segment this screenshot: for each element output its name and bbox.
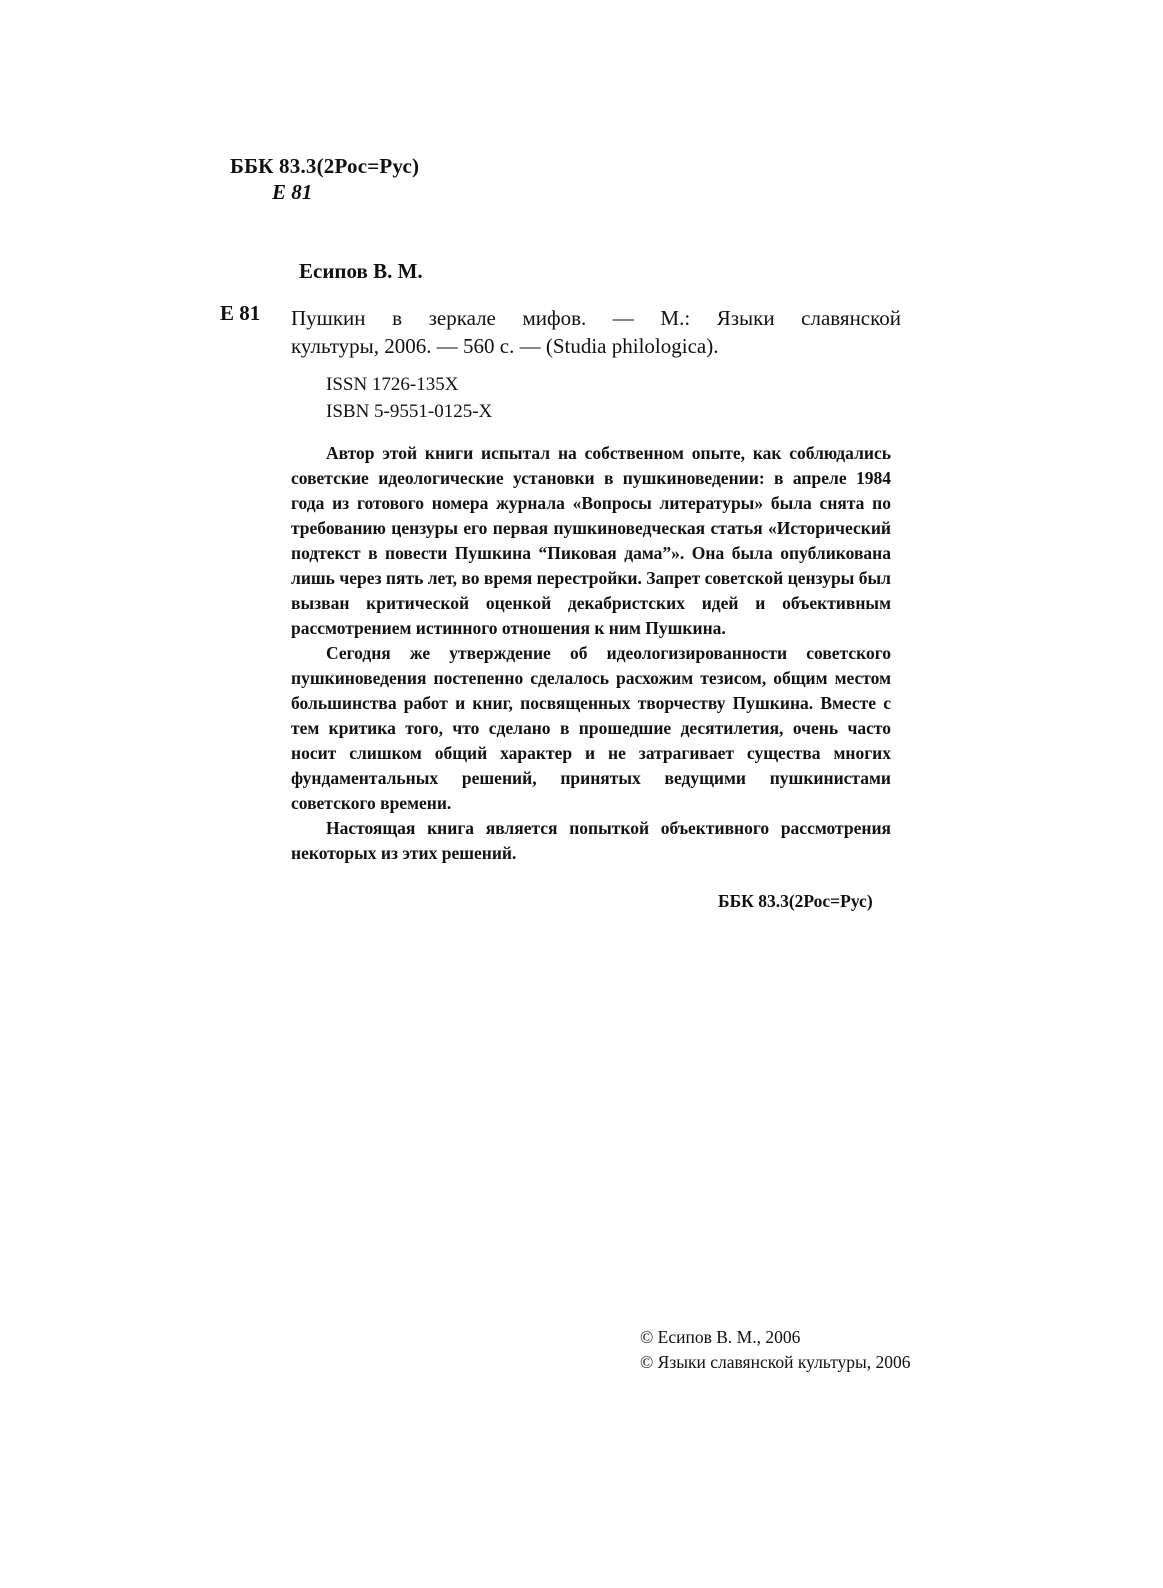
- author-mark-top: Е 81: [272, 180, 313, 204]
- annotation-paragraph: Сегодня же утверждение об идеологизированности советского пушкиноведения постепенно сделалось расхожим тезисом, общим местом большинства работ и книг, посвященных творчеству Пушкина. Вместе с тем критика того, что сделано в прошедшие десятилетия, очень часто носит слишком общий характер и не затрагивает существа многих фундаментальных решений, принятых ведущими пушкинистами советского времени.: [291, 643, 891, 813]
- copyright-block: [640, 1325, 911, 1375]
- bibliographic-line-publication: культуры, 2006. — 560 с. — (Studia philologica).: [291, 334, 719, 358]
- annotation: [291, 441, 891, 866]
- author-mark: Е 81: [220, 301, 261, 325]
- bibliographic-description: [291, 304, 901, 360]
- bbk-classification-top: ББК 83.3(2Рос=Рус): [230, 154, 420, 178]
- annotation-paragraph: Автор этой книги испытал на собственном опыте, как соблюдались советские идеологические установки в пушкиноведении: в апреле 1984 года из готового номера журнала «Вопросы литературы» была снята по требованию цензуры его первая пушкиноведческая статья «Исторический подтекст в повести Пушкина “Пиковая дама”». Она была опубликована лишь через пять лет, во время перестройки. Запрет советской цензуры был вызван критической оценкой декабристских идей и объективным рассмотрением истинного отношения к ним Пушкина.: [291, 443, 891, 638]
- issn-number: ISSN 1726-135X: [326, 374, 459, 395]
- annotation-paragraph: Настоящая книга является попыткой объективного рассмотрения некоторых из этих решений.: [291, 818, 891, 863]
- bbk-classification-bottom: ББК 83.3(2Рос=Рус): [718, 891, 873, 911]
- copyright-author: © Есипов В. М., 2006: [640, 1327, 801, 1347]
- author-name: Есипов В. М.: [299, 259, 423, 283]
- bibliographic-line-title: Пушкин в зеркале мифов. — М.: Языки славянской: [291, 306, 901, 330]
- identifiers: [326, 371, 492, 425]
- copyright-publisher: © Языки славянской культуры, 2006: [640, 1352, 911, 1372]
- isbn-number: ISBN 5-9551-0125-X: [326, 401, 493, 422]
